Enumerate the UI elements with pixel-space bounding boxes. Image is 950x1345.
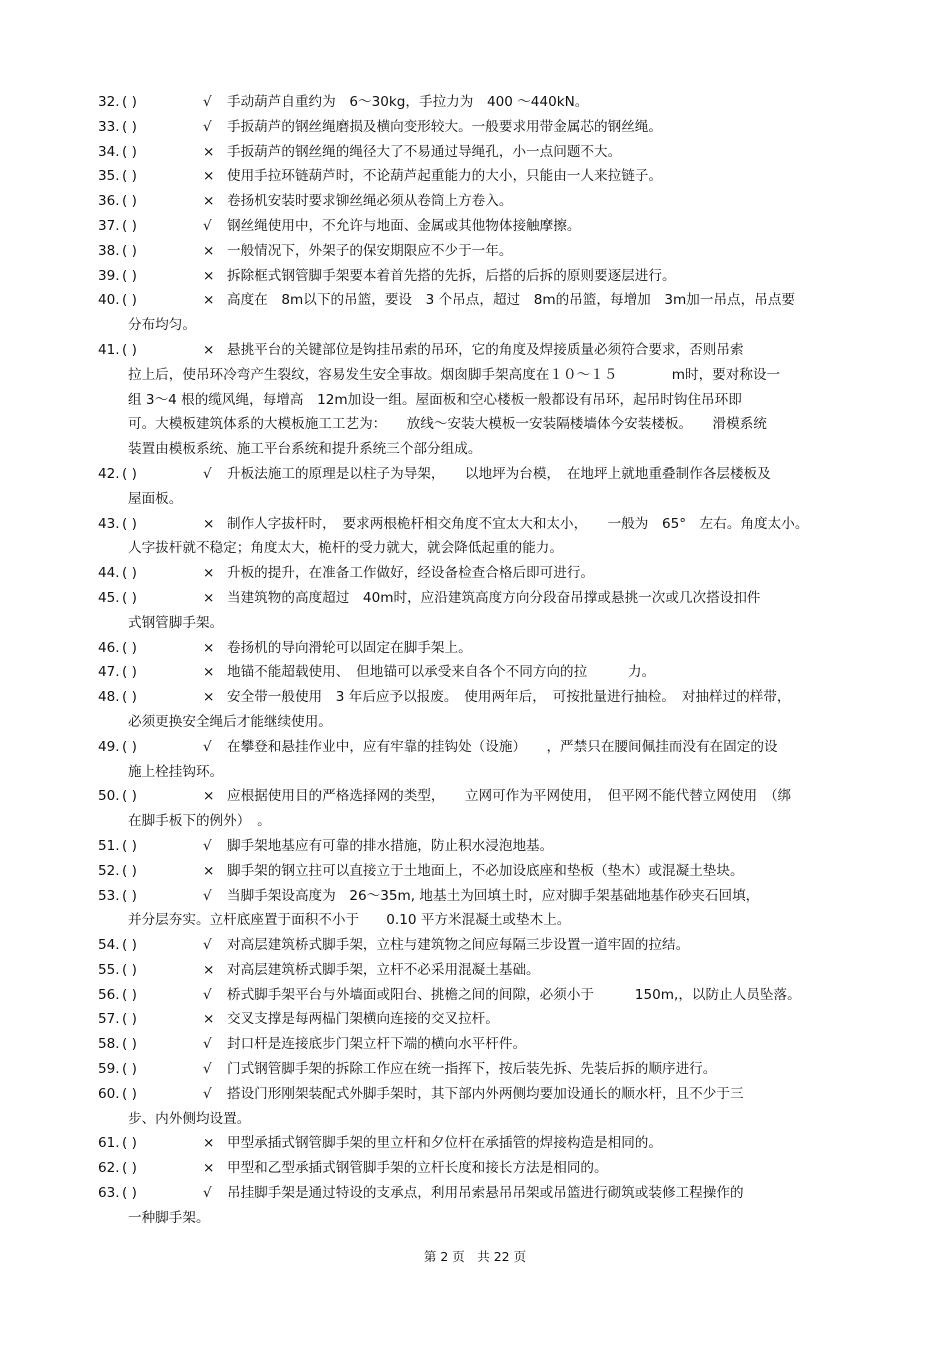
question-item bbox=[0, 660, 950, 685]
answer-mark: × bbox=[203, 143, 215, 160]
answer-mark: √ bbox=[203, 1185, 212, 1202]
question-item bbox=[0, 561, 950, 586]
question-number: 37. bbox=[98, 217, 120, 234]
answer-mark: × bbox=[203, 168, 215, 185]
question-text: 一般情况下，外架子的保安期限应不少于一年。 bbox=[227, 242, 513, 259]
question-number: 60. bbox=[98, 1085, 120, 1102]
question-number: 51. bbox=[98, 837, 120, 854]
question-item bbox=[0, 1057, 950, 1082]
answer-mark: × bbox=[203, 267, 215, 284]
answer-mark: √ bbox=[203, 1085, 212, 1102]
question-text: 卷扬机安装时要求铆丝绳必须从卷筒上方卷入。 bbox=[227, 193, 513, 210]
page-footer: 第 2 页 共 22 页 bbox=[423, 1249, 527, 1264]
answer-mark: √ bbox=[203, 465, 212, 482]
answer-mark: × bbox=[203, 565, 215, 582]
answer-mark: √ bbox=[203, 118, 212, 135]
question-number: 63. bbox=[98, 1185, 120, 1202]
question-item bbox=[0, 288, 950, 338]
question-item bbox=[0, 958, 950, 983]
question-text: 脚手架的钢立拄可以直接立于土地面上，不必加设底座和垫板（垫木）或混凝土垫块。 bbox=[227, 862, 744, 879]
question-item bbox=[0, 1156, 950, 1181]
question-text: 制作人字拔杆时， 要求两根桅杆相交角度不宜太大和太小， 一般为 65° 左右。角度太小。 bbox=[227, 515, 809, 532]
question-text-continuation: 装置由模板系统、施工平台系统和提升系统三个部分组成。 bbox=[128, 441, 482, 458]
question-text: 封口杆是连接底步门架立杆下端的横向水平杆件。 bbox=[227, 1036, 527, 1053]
question-text-continuation: 施上栓挂钩环。 bbox=[128, 763, 224, 780]
question-number: 36. bbox=[98, 193, 120, 210]
question-text-continuation: 人字拔杆就不稳定；角度太大，桅杆的受力就大，就会降低起重的能力。 bbox=[128, 540, 563, 557]
question-text: 脚手架地基应有可靠的排水措施，防止积水浸泡地基。 bbox=[227, 837, 554, 854]
question-number: 43. bbox=[98, 515, 120, 532]
question-text: 手扳葫芦的钢丝绳的绳径大了不易通过导绳孔，小一点问题不大。 bbox=[227, 143, 622, 160]
question-item bbox=[0, 115, 950, 140]
question-text: 在攀登和悬挂作业中，应有牢靠的挂钩处（设施） ，严禁只在腰间佩挂而没有在固定的设 bbox=[227, 738, 778, 755]
question-text: 应根据使用目的严格选择网的类型， 立网可作为平网使用， 但平网不能代替立网使用 （绑 bbox=[227, 788, 792, 805]
answer-blank: ( ) bbox=[122, 341, 137, 358]
answer-blank: ( ) bbox=[122, 689, 137, 706]
answer-blank: ( ) bbox=[122, 887, 137, 904]
answer-mark: × bbox=[203, 341, 215, 358]
question-text: 升板法施工的原理是以柱子为导架， 以地坪为台模， 在地坪上就地重叠制作各层楼板及 bbox=[227, 465, 771, 482]
answer-blank: ( ) bbox=[122, 1185, 137, 1202]
answer-blank: ( ) bbox=[122, 1135, 137, 1152]
answer-mark: × bbox=[203, 961, 215, 978]
question-list bbox=[0, 90, 950, 1231]
question-number: 34. bbox=[98, 143, 120, 160]
question-text-continuation: 一种脚手架。 bbox=[128, 1209, 210, 1226]
question-number: 35. bbox=[98, 168, 120, 185]
question-number: 53. bbox=[98, 887, 120, 904]
answer-mark: √ bbox=[203, 738, 212, 755]
question-text: 当脚手架设高度为 26～35m, 地基土为回填土时，应对脚手架基础地基作砂夹石回填， bbox=[227, 887, 760, 904]
answer-blank: ( ) bbox=[122, 515, 137, 532]
answer-mark: × bbox=[203, 193, 215, 210]
question-item bbox=[0, 586, 950, 636]
question-text: 吊挂脚手架是通过特设的支承点，利用吊索悬吊吊架或吊篮进行砌筑或装修工程操作的 bbox=[227, 1185, 744, 1202]
question-number: 61. bbox=[98, 1135, 120, 1152]
question-text: 手扳葫芦的钢丝绳磨损及横向变形较大。一般要求用带金属芯的钢丝绳。 bbox=[227, 118, 662, 135]
question-text-continuation: 并分层夯实。立杆底座置于面积不小于 0.10 平方米混凝土或垫木上。 bbox=[128, 912, 571, 929]
answer-mark: √ bbox=[203, 837, 212, 854]
answer-blank: ( ) bbox=[122, 168, 137, 185]
answer-blank: ( ) bbox=[122, 1011, 137, 1028]
answer-mark: √ bbox=[203, 887, 212, 904]
answer-mark: × bbox=[203, 589, 215, 606]
question-text: 甲型承插式钢管脚手架的里立杆和夕位杆在承插管的焊接构造是相同的。 bbox=[227, 1135, 662, 1152]
question-item bbox=[0, 636, 950, 661]
answer-blank: ( ) bbox=[122, 292, 137, 309]
question-item bbox=[0, 140, 950, 165]
question-item bbox=[0, 1007, 950, 1032]
answer-blank: ( ) bbox=[122, 664, 137, 681]
answer-mark: × bbox=[203, 515, 215, 532]
question-number: 50. bbox=[98, 788, 120, 805]
answer-blank: ( ) bbox=[122, 217, 137, 234]
question-text: 对高层建筑桥式脚手架，立杆不必采用混凝土基础。 bbox=[227, 961, 540, 978]
answer-mark: × bbox=[203, 788, 215, 805]
question-text: 升板的提升，在准备工作做好，经设备检查合格后即可进行。 bbox=[227, 565, 595, 582]
answer-blank: ( ) bbox=[122, 1036, 137, 1053]
answer-blank: ( ) bbox=[122, 788, 137, 805]
answer-blank: ( ) bbox=[122, 589, 137, 606]
question-number: 38. bbox=[98, 242, 120, 259]
question-text-continuation: 可。大模板建筑体系的大模板施工工艺为： 放线～安装大模板一安装隔楼墙体今安装楼板。 滑模系统 bbox=[128, 416, 767, 433]
answer-mark: × bbox=[203, 1135, 215, 1152]
answer-mark: √ bbox=[203, 986, 212, 1003]
question-item bbox=[0, 685, 950, 735]
answer-blank: ( ) bbox=[122, 937, 137, 954]
question-item bbox=[0, 884, 950, 934]
question-number: 44. bbox=[98, 565, 120, 582]
question-item bbox=[0, 338, 950, 462]
question-text: 搭设门形刚架装配式外脚手架时，其下部内外两侧均要加设通长的顺水杆，且不少于三 bbox=[227, 1085, 744, 1102]
answer-mark: × bbox=[203, 664, 215, 681]
question-item bbox=[0, 933, 950, 958]
question-item bbox=[0, 462, 950, 512]
answer-blank: ( ) bbox=[122, 738, 137, 755]
question-item bbox=[0, 164, 950, 189]
question-number: 39. bbox=[98, 267, 120, 284]
question-text-continuation: 步、内外侧均设置。 bbox=[128, 1110, 251, 1127]
question-number: 52. bbox=[98, 862, 120, 879]
question-item bbox=[0, 735, 950, 785]
question-item bbox=[0, 1131, 950, 1156]
answer-blank: ( ) bbox=[122, 862, 137, 879]
question-text: 悬挑平台的关键部位是钩挂吊索的吊环，它的角度及焊接质量必须符合要求，否则吊索 bbox=[227, 341, 744, 358]
question-item bbox=[0, 1181, 950, 1231]
question-text: 使用手拉环链葫芦时，不论葫芦起重能力的大小，只能由一人来拉链子。 bbox=[227, 168, 662, 185]
answer-mark: √ bbox=[203, 1061, 212, 1078]
answer-blank: ( ) bbox=[122, 837, 137, 854]
question-text: 交叉支撑是每两榀门架横向连接的交叉拉杆。 bbox=[227, 1011, 499, 1028]
question-text-continuation: 式钢管脚手架。 bbox=[128, 614, 224, 631]
question-number: 56. bbox=[98, 986, 120, 1003]
question-text: 拆除框式钢管脚手架要本着首先搭的先拆，后搭的后拆的原则要逐层进行。 bbox=[227, 267, 676, 284]
answer-blank: ( ) bbox=[122, 986, 137, 1003]
answer-mark: × bbox=[203, 242, 215, 259]
question-text: 桥式脚手架平台与外墙面或阳台、挑檐之间的间隙，必须小于 150m,，以防止人员坠落。 bbox=[227, 986, 801, 1003]
question-text: 对高层建筑桥式脚手架，立柱与建筑物之间应每隔三步设置一道牢固的拉结。 bbox=[227, 937, 690, 954]
answer-blank: ( ) bbox=[122, 193, 137, 210]
question-number: 59. bbox=[98, 1061, 120, 1078]
answer-blank: ( ) bbox=[122, 961, 137, 978]
question-item bbox=[0, 784, 950, 834]
answer-blank: ( ) bbox=[122, 639, 137, 656]
question-number: 48. bbox=[98, 689, 120, 706]
answer-mark: √ bbox=[203, 217, 212, 234]
question-item bbox=[0, 264, 950, 289]
answer-blank: ( ) bbox=[122, 94, 137, 110]
question-text: 当建筑物的高度超过 40m时，应沿建筑高度方向分段奋吊撑或悬挑一次或几次搭设扣件 bbox=[227, 589, 761, 606]
question-number: 45. bbox=[98, 589, 120, 606]
question-text: 门式钢管脚手架的拆除工作应在统一指挥下，按后装先拆、先装后拆的顺序进行。 bbox=[227, 1061, 717, 1078]
answer-mark: × bbox=[203, 292, 215, 309]
question-item bbox=[0, 90, 950, 115]
question-text: 高度在 8m以下的吊篮，要设 3 个吊点，超过 8m的吊篮，每增加 3m加一吊点，吊点要 bbox=[227, 292, 796, 309]
answer-blank: ( ) bbox=[122, 1085, 137, 1102]
question-item bbox=[0, 239, 950, 264]
question-number: 62. bbox=[98, 1160, 120, 1177]
question-number: 47. bbox=[98, 664, 120, 681]
answer-mark: √ bbox=[203, 94, 212, 110]
answer-mark: √ bbox=[203, 937, 212, 954]
question-text-continuation: 拉上后，使吊环冷弯产生裂纹，容易发生安全事故。烟囱脚手架高度在１０～１５ m时，要对称设一 bbox=[128, 366, 781, 383]
answer-blank: ( ) bbox=[122, 1160, 137, 1177]
question-text: 安全带一般使用 3 年后应予以报废。 使用两年后， 可按批量进行抽检。 对抽样过的样带， bbox=[227, 689, 791, 706]
question-text: 地锚不能超载使用、 但地锚可以承受来自各个不同方向的拉 力。 bbox=[227, 664, 656, 681]
question-number: 33. bbox=[98, 118, 120, 135]
question-text: 卷扬机的导向滑轮可以固定在脚手架上。 bbox=[227, 639, 472, 656]
answer-blank: ( ) bbox=[122, 118, 137, 135]
answer-blank: ( ) bbox=[122, 1061, 137, 1078]
question-text: 手动葫芦自重约为 6～30kg，手拉力为 400 ～440kN。 bbox=[227, 94, 589, 110]
question-number: 46. bbox=[98, 639, 120, 656]
question-text: 钢丝绳使用中，不允许与地面、金属或其他物体接触摩擦。 bbox=[227, 217, 581, 234]
answer-mark: × bbox=[203, 689, 215, 706]
answer-blank: ( ) bbox=[122, 267, 137, 284]
answer-mark: × bbox=[203, 639, 215, 656]
question-number: 57. bbox=[98, 1011, 120, 1028]
answer-blank: ( ) bbox=[122, 242, 137, 259]
answer-blank: ( ) bbox=[122, 465, 137, 482]
answer-mark: × bbox=[203, 862, 215, 879]
question-number: 32. bbox=[98, 94, 120, 110]
question-text: 甲型和乙型承插式钢管脚手架的立杆长度和接长方法是相同的。 bbox=[227, 1160, 608, 1177]
question-text-continuation: 必须更换安全绳后才能继续使用。 bbox=[128, 713, 332, 730]
question-number: 58. bbox=[98, 1036, 120, 1053]
question-item bbox=[0, 512, 950, 562]
question-item bbox=[0, 214, 950, 239]
answer-mark: × bbox=[203, 1160, 215, 1177]
question-item bbox=[0, 983, 950, 1008]
answer-blank: ( ) bbox=[122, 565, 137, 582]
question-number: 40. bbox=[98, 292, 120, 309]
answer-blank: ( ) bbox=[122, 143, 137, 160]
question-item bbox=[0, 189, 950, 214]
question-item bbox=[0, 834, 950, 859]
question-text-continuation: 组 3～4 根的缆风绳，每增高 12m加设一组。屋面板和空心楼板一般都设有吊环，起吊时钩住吊环即 bbox=[128, 391, 742, 408]
question-number: 49. bbox=[98, 738, 120, 755]
question-number: 54. bbox=[98, 937, 120, 954]
question-number: 42. bbox=[98, 465, 120, 482]
question-text-continuation: 分布均匀。 bbox=[128, 317, 196, 334]
answer-mark: × bbox=[203, 1011, 215, 1028]
question-item bbox=[0, 1032, 950, 1057]
question-item bbox=[0, 1082, 950, 1132]
question-item bbox=[0, 859, 950, 884]
answer-mark: √ bbox=[203, 1036, 212, 1053]
question-number: 41. bbox=[98, 341, 120, 358]
question-number: 55. bbox=[98, 961, 120, 978]
question-text-continuation: 在脚手板下的例外） 。 bbox=[128, 813, 271, 830]
question-text-continuation: 屋面板。 bbox=[128, 490, 183, 507]
